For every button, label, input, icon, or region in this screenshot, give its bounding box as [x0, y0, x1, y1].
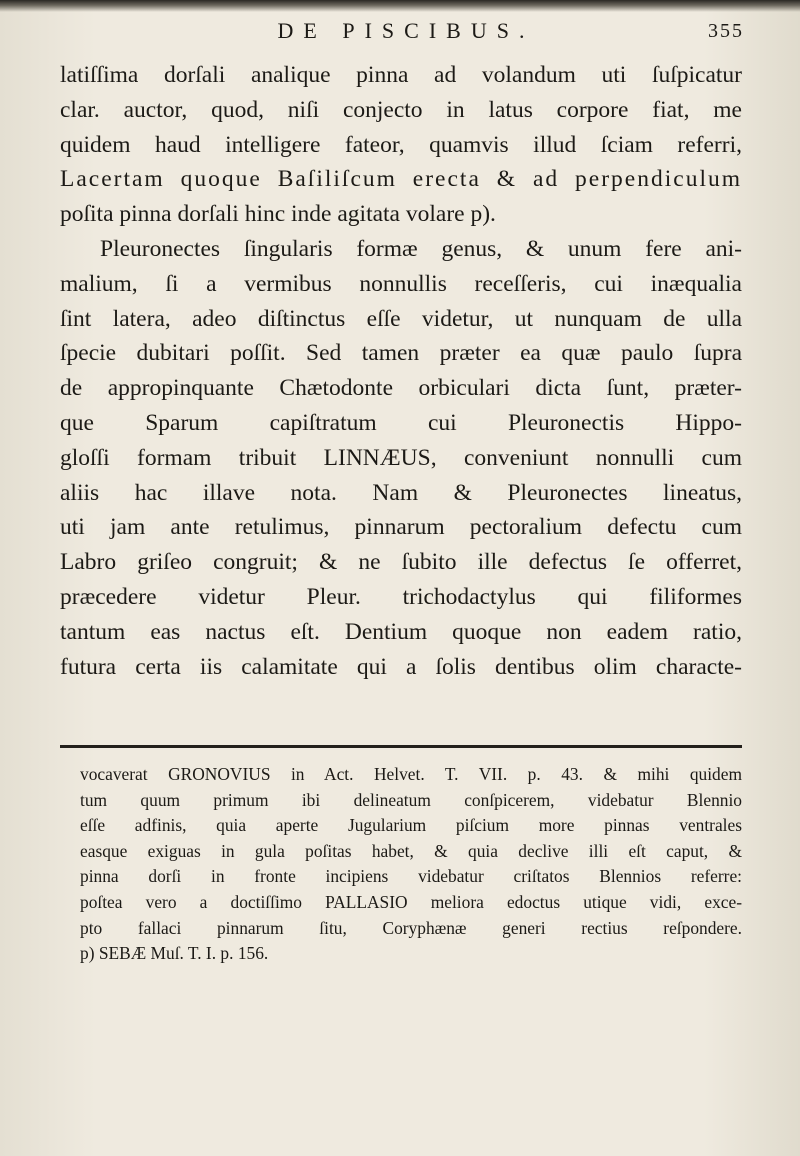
- footnote-line: tum quum primum ibi delineatum conſpicerem, videbatur Blennio: [80, 789, 742, 810]
- footnote-line: vocaverat GRONOVIUS in Act. Helvet. T. VII. p. 43. & mihi quidem: [80, 764, 742, 784]
- page-number: 355: [708, 20, 744, 42]
- footnote-line: poſtea vero a doctiſſimo PALLASIO meliora edoctus utique vidi, exce-: [80, 891, 742, 912]
- text-line: præcedere videtur Pleur. trichodactylus qui filiformes: [60, 583, 742, 610]
- text-line: gloſſi formam tribuit LINNÆUS, conveniunt nonnulli cum: [60, 444, 742, 471]
- text-line: aliis hac illave nota. Nam & Pleuronectes lineatus,: [60, 479, 742, 506]
- text-line: uti jam ante retulimus, pinnarum pectoralium defectu cum: [60, 514, 742, 541]
- footnote-line: easque exiguas in gula poſitas habet, & quia declive illi eſt caput, &: [80, 840, 742, 861]
- text-line: de appropinquante Chætodonte orbiculari dicta ſunt, præter-: [60, 375, 742, 402]
- footnote-line: pto fallaci pinnarum ſitu, Coryphænæ generi rectius reſpondere.: [80, 917, 742, 938]
- text-line: tantum eas nactus eſt. Dentium quoque non eadem ratio,: [60, 618, 742, 645]
- text-line: clar. auctor, quod, niſi conjecto in latus corpore fiat, me: [60, 96, 742, 123]
- running-head: DE PISCIBUS.: [277, 18, 535, 43]
- text-line: Lacertam quoque Baſiliſcum erecta & ad perpendiculum: [60, 166, 742, 193]
- footnote-line: p) SEBÆ Muſ. T. I. p. 156.: [80, 943, 269, 964]
- text-line: ſpecie dubitari poſſit. Sed tamen præter ea quæ paulo ſupra: [60, 340, 742, 367]
- footnote-line: eſſe adfinis, quia aperte Jugularium piſcium more pinnas ventrales: [80, 815, 742, 836]
- footnote: [80, 762, 742, 967]
- page-edge-shadow: [0, 0, 800, 12]
- text-line: futura certa iis calamitate qui a ſolis dentibus olim characte-: [60, 653, 742, 680]
- text-line: ſint latera, adeo diſtinctus eſſe videtur, ut nunquam de ulla: [60, 305, 742, 332]
- footnote-rule: [60, 745, 742, 748]
- text-line: Labro griſeo congruit; & ne ſubito ille defectus ſe offerret,: [60, 549, 742, 576]
- text-line: latiſſima dorſali analique pinna ad volandum uti ſuſpicatur: [60, 62, 742, 88]
- main-text: [60, 58, 742, 684]
- text-line: poſita pinna dorſali hinc inde agitata volare p).: [60, 201, 496, 228]
- text-line: Pleuronectes ſingularis formæ genus, & unum fere ani-: [100, 235, 742, 262]
- text-line: quidem haud intelligere fateor, quamvis illud ſciam referri,: [60, 131, 742, 158]
- footnote-line: pinna dorſi in fronte incipiens videbatur criſtatos Blennios referre:: [80, 866, 742, 887]
- text-line: que Sparum capiſtratum cui Pleuronectis Hippo-: [60, 409, 742, 436]
- text-line: malium, ſi a vermibus nonnullis receſſeris, cui inæqualia: [60, 270, 742, 297]
